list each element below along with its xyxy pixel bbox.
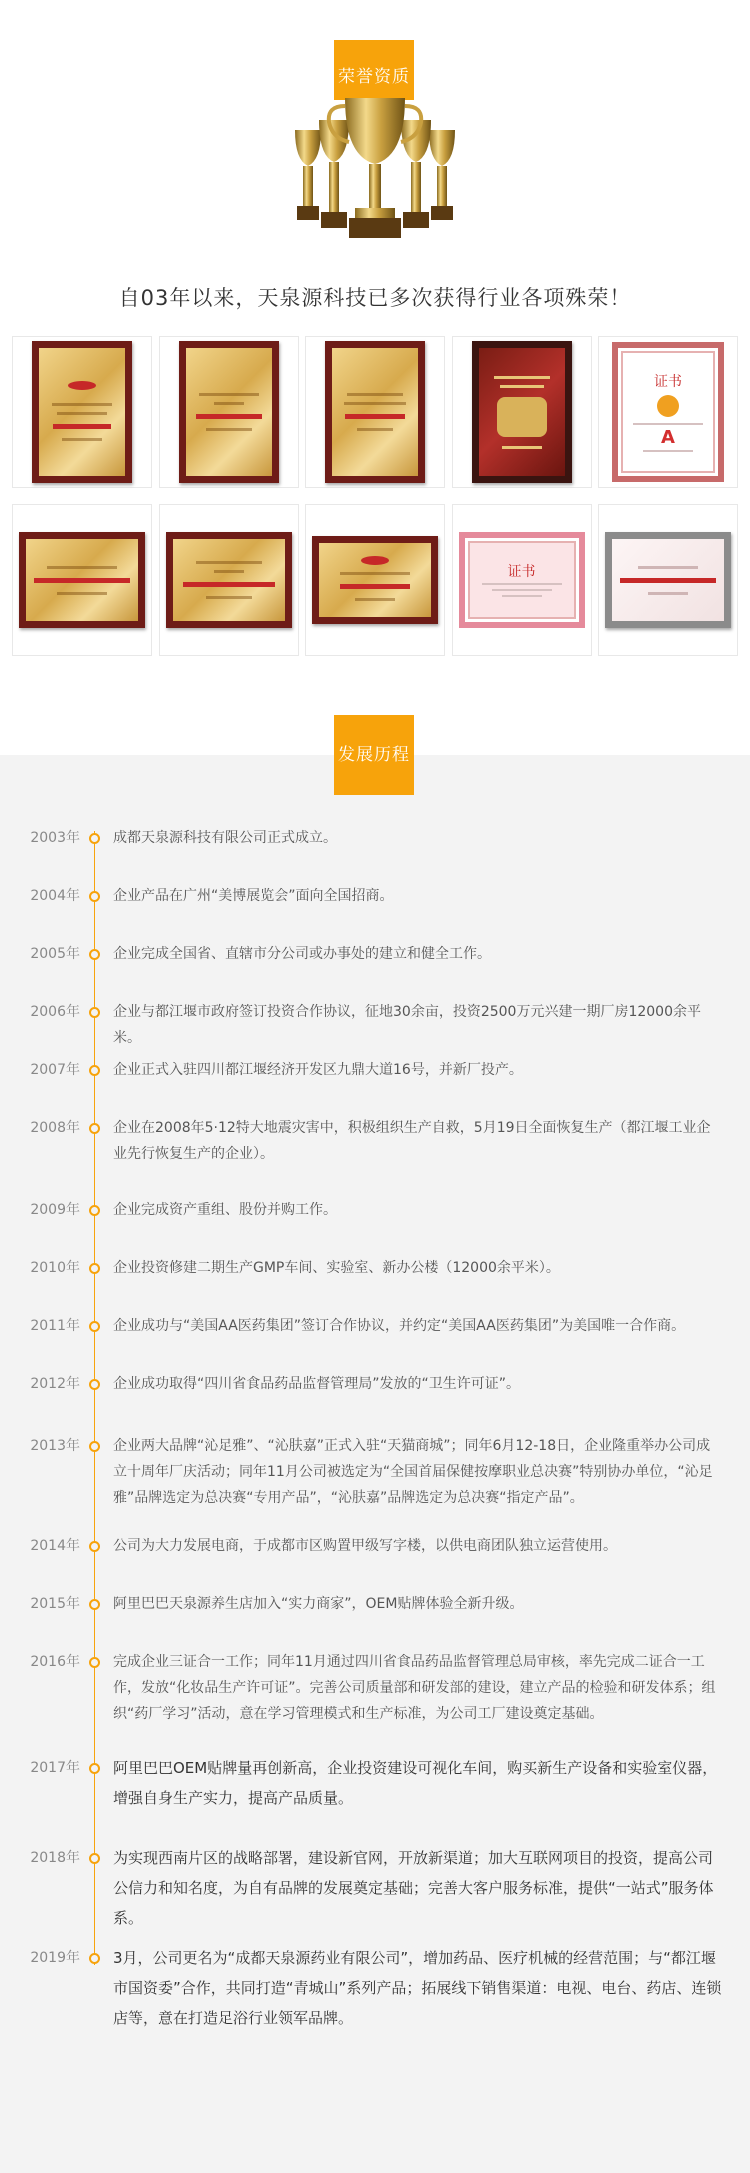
- timeline-dot-icon: [89, 1007, 100, 1018]
- certificate-plaque: [19, 532, 145, 628]
- timeline-dot-icon: [89, 949, 100, 960]
- timeline-text: 企业正式入驻四川都江堰经济开发区九鼎大道16号，并新厂投产。: [113, 1062, 523, 1078]
- certificate-row-1: [12, 336, 738, 488]
- timeline-year: 2019年: [30, 1950, 80, 1966]
- timeline-dot-icon: [89, 1853, 100, 1864]
- timeline-year: 2017年: [30, 1760, 80, 1776]
- certificate-card[interactable]: [598, 504, 738, 656]
- timeline-year: 2010年: [30, 1260, 80, 1276]
- timeline-year: 2014年: [30, 1538, 80, 1554]
- certificate-card[interactable]: [159, 504, 299, 656]
- timeline-dot-icon: [89, 1123, 100, 1134]
- timeline-dot-icon: [89, 833, 100, 844]
- certificate-paper: [459, 532, 585, 628]
- certificate-plaque: [605, 532, 731, 628]
- timeline-dot-icon: [89, 1599, 100, 1610]
- honor-section: [0, 0, 750, 755]
- certificate-card[interactable]: [305, 336, 445, 488]
- timeline-text: 阿里巴巴天泉源养生店加入“实力商家”，OEM贴牌体验全新升级。: [113, 1596, 524, 1612]
- certificate-plaque: [325, 341, 425, 483]
- timeline-year: 2007年: [30, 1062, 80, 1078]
- honor-title: 自03年以来，天泉源科技已多次获得行业各项殊荣！: [118, 286, 632, 310]
- timeline-year: 2013年: [30, 1438, 80, 1454]
- timeline-text: 为实现西南片区的战略部署，建设新官网，开放新渠道；加大互联网项目的投资，提高公司公信力和知名度，为自有品牌的发展奠定基础；完善大客户服务标准，提供“一站式”服务体系。: [113, 1849, 714, 1927]
- timeline-text: 企业完成全国省、直辖市分公司或办事处的建立和健全工作。: [113, 946, 491, 962]
- certificate-card[interactable]: [452, 336, 592, 488]
- timeline-dot-icon: [89, 1205, 100, 1216]
- timeline-text: 完成企业三证合一工作；同年11月通过四川省食品药品监督管理总局审核，率先完成二证合一工作，发放“化妆品生产许可证”。完善公司质量部和研发部的建设，建立产品的检验和研发体系；组织“药厂学习”活动，意在学习管理模式和生产标准，为公司工厂建设奠定基础。: [113, 1654, 716, 1722]
- timeline-text: 公司为大力发展电商，于成都市区购置甲级写字楼，以供电商团队独立运营使用。: [113, 1538, 617, 1554]
- timeline-year: 2006年: [30, 1004, 80, 1020]
- timeline-dot-icon: [89, 1953, 100, 1964]
- certificate-card[interactable]: [452, 504, 592, 656]
- timeline-year: 2008年: [30, 1120, 80, 1136]
- seal-icon: [657, 395, 679, 417]
- timeline-year: 2009年: [30, 1202, 80, 1218]
- certificate-grade: A: [661, 426, 675, 448]
- timeline-year: 2011年: [30, 1318, 80, 1334]
- trophy-icon: [275, 90, 475, 250]
- certificate-plaque: [472, 341, 572, 483]
- certificate-card[interactable]: [305, 504, 445, 656]
- history-section: [0, 745, 750, 2173]
- certificate-heading: 证书: [507, 564, 536, 580]
- timeline-dot-icon: [89, 1441, 100, 1452]
- timeline-dot-icon: [89, 1379, 100, 1390]
- certificate-plaque: [166, 532, 292, 628]
- certificate-plaque: [312, 536, 438, 624]
- timeline-year: 2015年: [30, 1596, 80, 1612]
- timeline-year: 2003年: [30, 830, 80, 846]
- certificate-plaque: [179, 341, 279, 483]
- certificate-paper: [612, 342, 724, 482]
- timeline-text: 企业成功与“美国AA医药集团”签订合作协议，并约定“美国AA医药集团”为美国唯一合作商。: [113, 1318, 686, 1334]
- timeline-text: 企业产品在广州“美博展览会”面向全国招商。: [113, 888, 394, 904]
- timeline-text: 企业在2008年5·12特大地震灾害中，积极组织生产自救，5月19日全面恢复生产（都江堰工业企业先行恢复生产的企业）。: [113, 1120, 711, 1162]
- timeline-text: 成都天泉源科技有限公司正式成立。: [113, 830, 337, 846]
- timeline-dot-icon: [89, 891, 100, 902]
- certificate-card[interactable]: [12, 504, 152, 656]
- timeline-year: 2012年: [30, 1376, 80, 1392]
- timeline-text: 企业成功取得“四川省食品药品监督管理局”发放的“卫生许可证”。: [113, 1376, 521, 1392]
- timeline-year: 2018年: [30, 1850, 80, 1866]
- certificate-card[interactable]: [598, 336, 738, 488]
- timeline-text: 企业两大品牌“沁足雅”、“沁肤嘉”正式入驻“天猫商城”；同年6月12-18日，企业隆重举办公司成立十周年厂庆活动；同年11月公司被选定为“全国首届保健按摩职业总决赛”特别协办单位，“沁足雅”品牌选定为总决赛“专用产品”，“沁肤嘉”品牌选定为总决赛“指定产品”。: [113, 1438, 713, 1506]
- timeline-text: 3月，公司更名为“成都天泉源药业有限公司”，增加药品、医疗机械的经营范围；与“都江堰市国资委”合作，共同打造“青城山”系列产品；拓展线下销售渠道：电视、电台、药店、连锁店等，意在打造足浴行业领军品牌。: [113, 1949, 722, 2027]
- timeline-year: 2005年: [30, 946, 80, 962]
- certificate-card[interactable]: [12, 336, 152, 488]
- timeline-text: 企业投资修建二期生产GMP车间、实验室、新办公楼（12000余平米）。: [113, 1260, 560, 1276]
- history-badge: 发展历程: [334, 715, 414, 795]
- timeline-line: [94, 831, 95, 1965]
- honor-badge: 荣誉资质: [334, 40, 414, 100]
- timeline-text: 企业完成资产重组、股份并购工作。: [113, 1202, 337, 1218]
- timeline-text: 阿里巴巴OEM贴牌量再创新高，企业投资建设可视化车间，购买新生产设备和实验室仪器，增强自身生产实力，提高产品质量。: [113, 1759, 718, 1807]
- timeline-text: 企业与都江堰市政府签订投资合作协议，征地30余亩，投资2500万元兴建一期厂房12000余平米。: [113, 1004, 701, 1046]
- timeline-year: 2016年: [30, 1654, 80, 1670]
- timeline-dot-icon: [89, 1541, 100, 1552]
- timeline-dot-icon: [89, 1065, 100, 1076]
- timeline-dot-icon: [89, 1657, 100, 1668]
- certificate-grid: [12, 336, 738, 672]
- timeline-dot-icon: [89, 1321, 100, 1332]
- timeline-dot-icon: [89, 1263, 100, 1274]
- timeline-dot-icon: [89, 1763, 100, 1774]
- certificate-row-2: [12, 504, 738, 656]
- certificate-heading: 证书: [654, 373, 682, 390]
- certificate-card[interactable]: [159, 336, 299, 488]
- timeline-year: 2004年: [30, 888, 80, 904]
- certificate-plaque: [32, 341, 132, 483]
